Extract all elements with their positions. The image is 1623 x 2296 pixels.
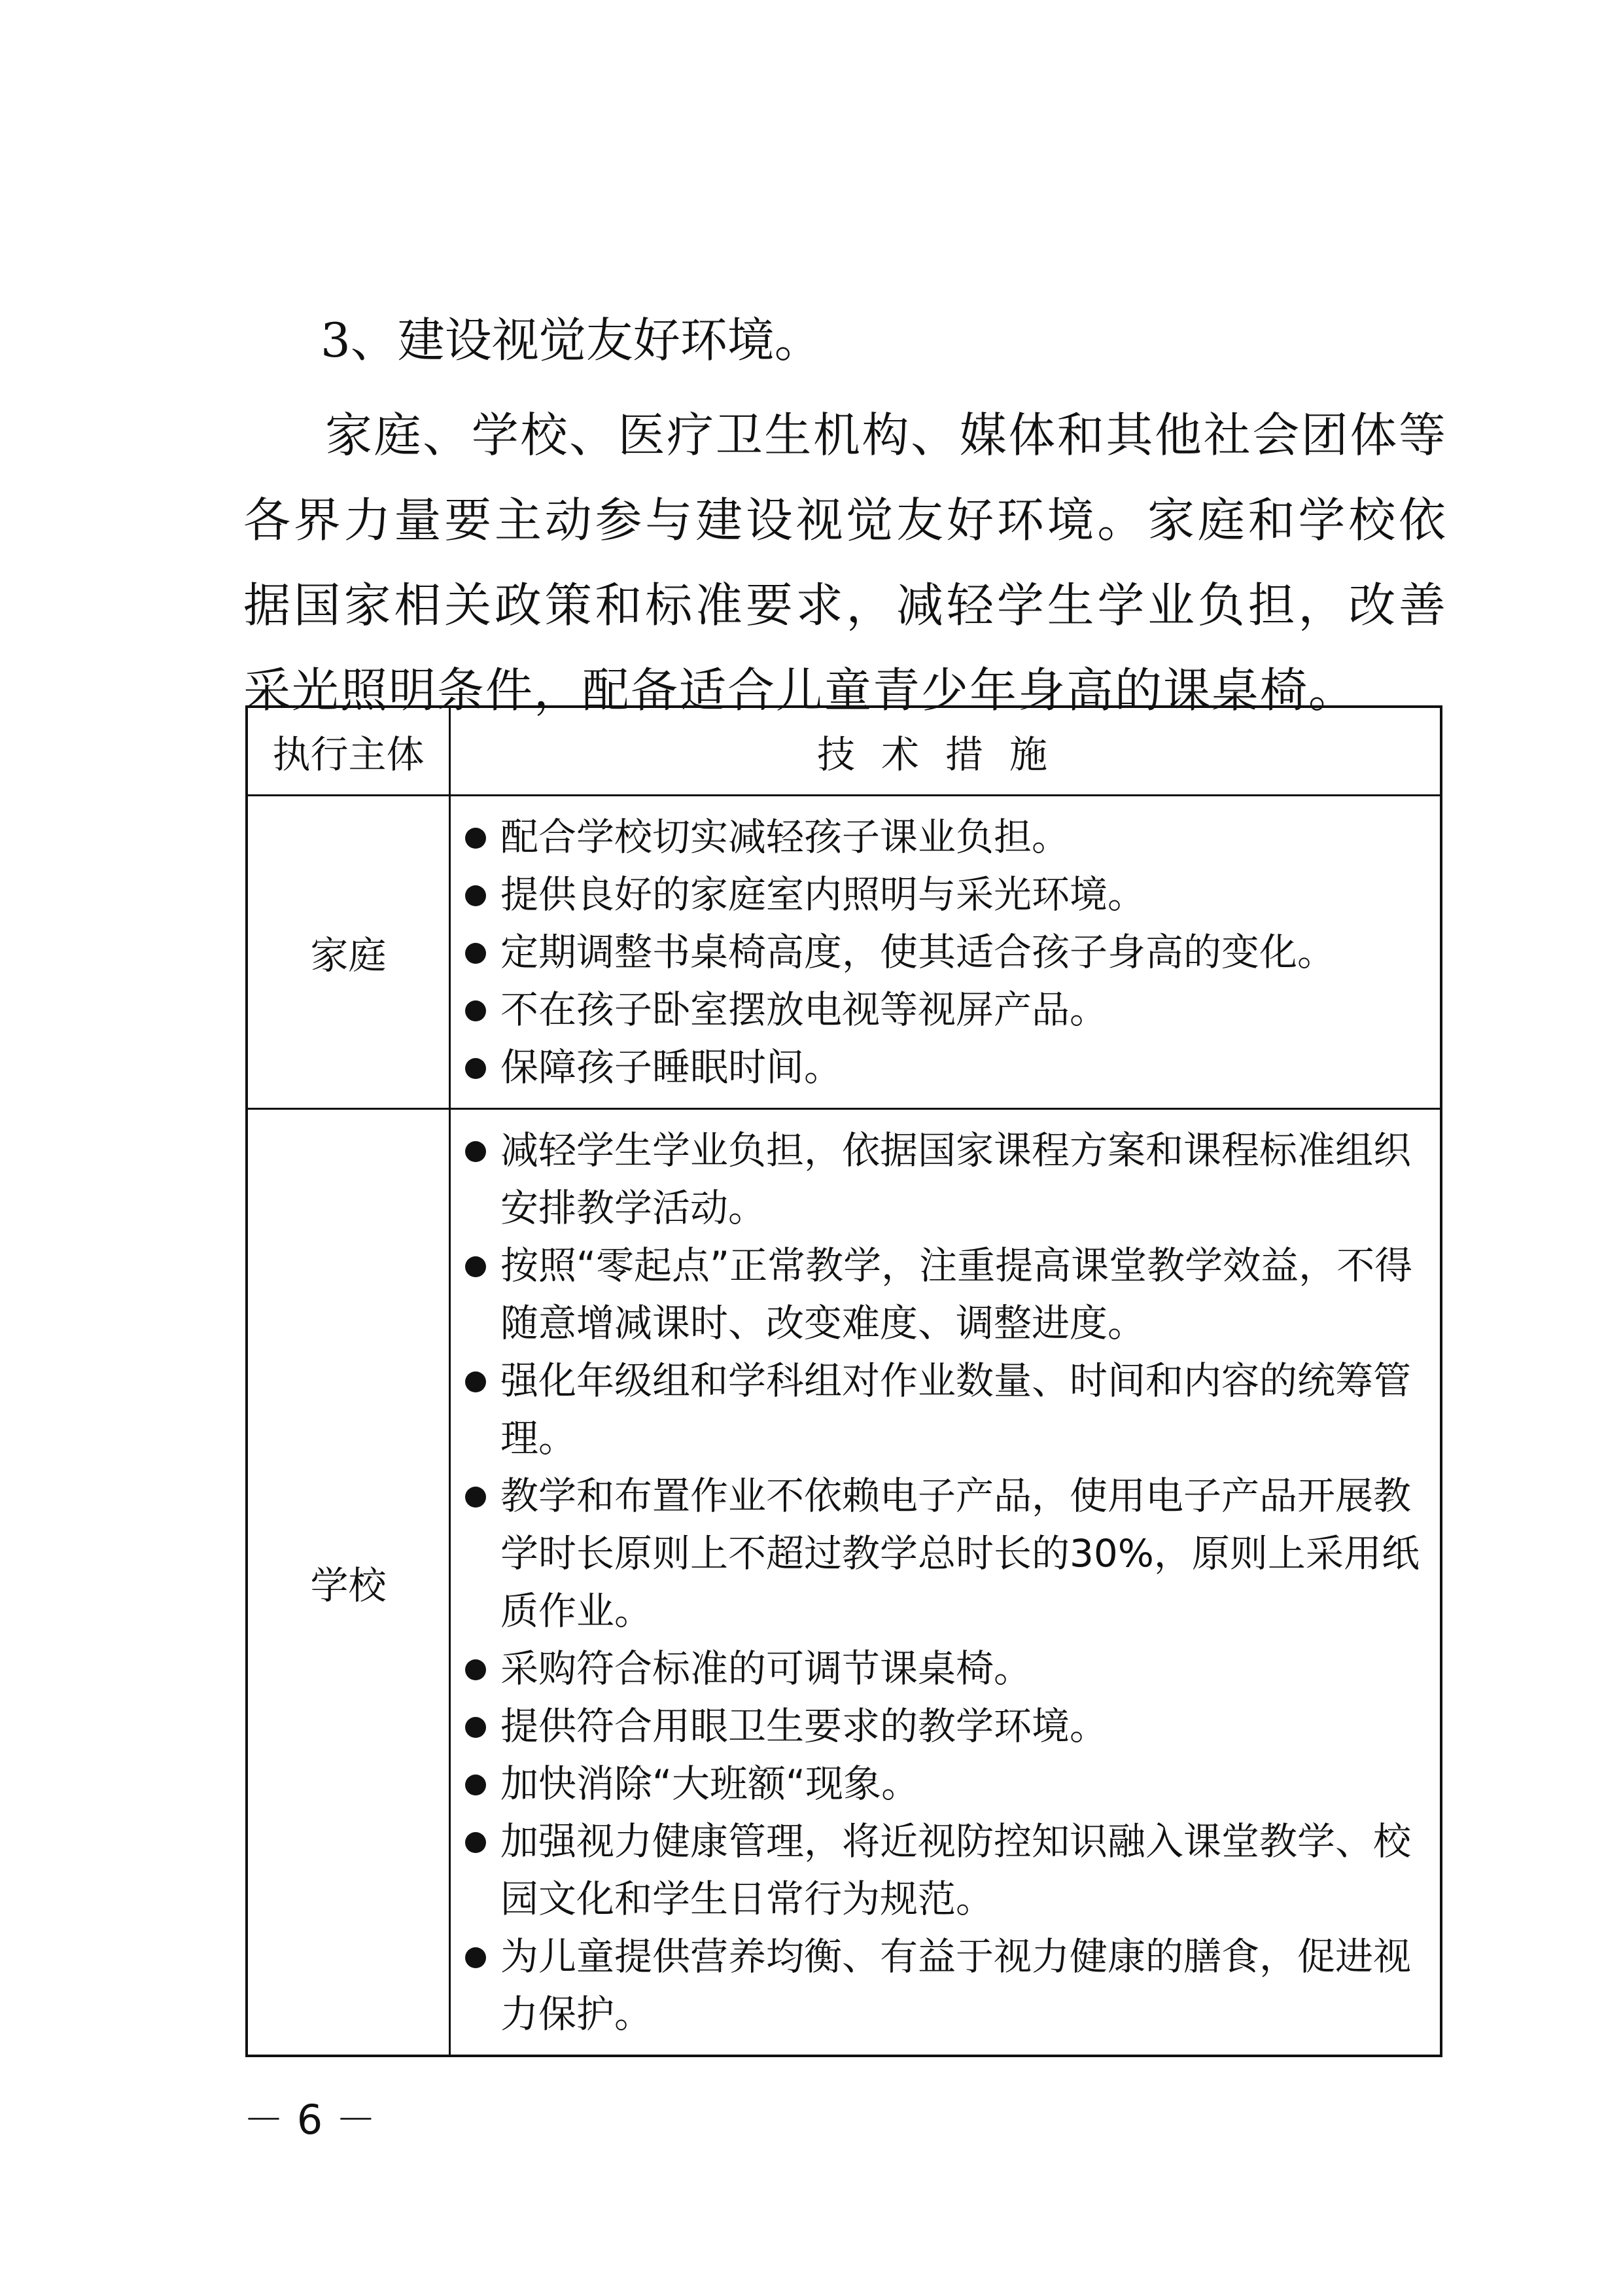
measure-text: 提供符合用眼卫生要求的教学环境。 bbox=[500, 1704, 1108, 1748]
table-row-school bbox=[247, 1109, 1441, 2057]
bullet-dot-icon bbox=[465, 1256, 486, 1277]
subject-cell-school: 学校 bbox=[247, 1109, 450, 2057]
measure-text: 强化年级组和学科组对作业数量、时间和内容的统筹管理。 bbox=[500, 1358, 1412, 1460]
list-item bbox=[462, 1697, 1427, 1755]
measure-text: 减轻学生学业负担，依据国家课程方案和课程标准组织安排教学活动。 bbox=[500, 1128, 1412, 1230]
list-item bbox=[462, 923, 1427, 981]
list-item bbox=[462, 808, 1427, 866]
bullet-dot-icon bbox=[465, 1947, 486, 1968]
bullet-dot-icon bbox=[465, 1371, 486, 1392]
list-item bbox=[462, 981, 1427, 1038]
page-number: － 6 － bbox=[243, 2096, 376, 2144]
list-item bbox=[462, 1755, 1427, 1812]
measure-text: 采购符合标准的可调节课桌椅。 bbox=[500, 1646, 1032, 1691]
measures-cell-school bbox=[450, 1109, 1442, 2057]
measure-text: 提供良好的家庭室内照明与采光环境。 bbox=[500, 872, 1146, 917]
bullet-dot-icon bbox=[465, 1058, 486, 1079]
table-header-row bbox=[247, 707, 1441, 796]
list-item bbox=[462, 1038, 1427, 1096]
list-item bbox=[462, 1352, 1427, 1467]
list-item bbox=[462, 866, 1427, 923]
list-item bbox=[462, 1122, 1427, 1237]
measure-text: 配合学校切实减轻孩子课业负担。 bbox=[500, 815, 1070, 859]
bullet-dot-icon bbox=[465, 828, 486, 849]
bullet-dot-icon bbox=[465, 1487, 486, 1508]
bullet-dot-icon bbox=[465, 1141, 486, 1162]
header-measures: 技术措施 bbox=[450, 707, 1442, 796]
table-row-family bbox=[247, 796, 1441, 1109]
measure-text: 加快消除“大班额“现象。 bbox=[500, 1761, 920, 1806]
measure-text: 保障孩子睡眠时间。 bbox=[500, 1045, 843, 1089]
bullet-dot-icon bbox=[465, 1717, 486, 1738]
list-item bbox=[462, 1237, 1427, 1352]
measure-text: 为儿童提供营养均衡、有益于视力健康的膳食，促进视力保护。 bbox=[500, 1934, 1412, 2036]
measure-text: 定期调整书桌椅高度，使其适合孩子身高的变化。 bbox=[500, 930, 1336, 974]
list-item bbox=[462, 1928, 1427, 2043]
measure-list-family bbox=[462, 808, 1427, 1096]
bullet-dot-icon bbox=[465, 1659, 486, 1680]
bullet-dot-icon bbox=[465, 1000, 486, 1021]
header-subject: 执行主体 bbox=[247, 707, 450, 796]
bullet-dot-icon bbox=[465, 943, 486, 964]
bullet-dot-icon bbox=[465, 885, 486, 906]
measure-text: 加强视力健康管理，将近视防控知识融入课堂教学、校园文化和学生日常行为规范。 bbox=[500, 1819, 1412, 1921]
bullet-dot-icon bbox=[465, 1775, 486, 1795]
bullet-dot-icon bbox=[465, 1832, 486, 1853]
measure-text: 不在孩子卧室摆放电视等视屏产品。 bbox=[500, 987, 1108, 1032]
list-item bbox=[462, 1812, 1427, 1928]
measures-table bbox=[245, 705, 1442, 2057]
subject-cell-family: 家庭 bbox=[247, 796, 450, 1109]
measure-list-school bbox=[462, 1122, 1427, 2043]
measure-text: 教学和布置作业不依赖电子产品，使用电子产品开展教学时长原则上不超过教学总时长的30%，原则上采用纸质作业。 bbox=[500, 1474, 1420, 1633]
list-item bbox=[462, 1640, 1427, 1697]
list-item bbox=[462, 1467, 1427, 1640]
measure-text: 按照“零起点”正常教学，注重提高课堂教学效益，不得随意增减课时、改变难度、调整进度。 bbox=[500, 1243, 1413, 1345]
section-heading: 3、建设视觉友好环境。 bbox=[321, 313, 822, 368]
intro-paragraph: 家庭、学校、医疗卫生机构、媒体和其他社会团体等各界力量要主动参与建设视觉友好环境。家庭和学校依据国家相关政策和标准要求，减轻学生学业负担，改善采光照明条件，配备适合儿童青少年身高的课桌椅。 bbox=[243, 408, 1447, 718]
measures-cell-family bbox=[450, 796, 1442, 1109]
